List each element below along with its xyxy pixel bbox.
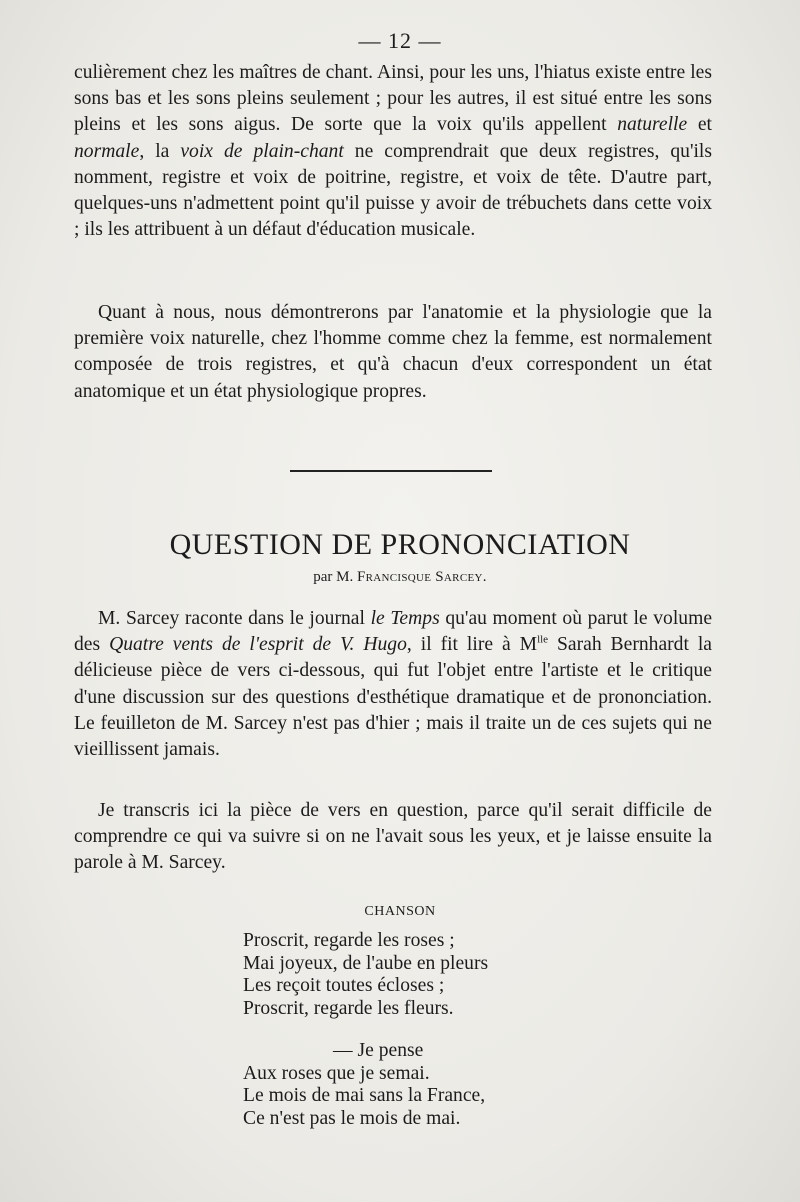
text-block-anatomy [74, 300, 712, 405]
italic-term: naturelle [617, 114, 688, 136]
paragraph-text: Sarah Bernhardt la délicieuse pièce de vers ci-dessous, qui fut l'objet entre l'artiste et le critique d'une discussion sur des questions d'esthétique dramatique et de prononciation. Le feuilleton de M. Sarcey n'est pas d'hier ; mais il traite un de ces sujets qui ne vieillissent jamais. [74, 634, 712, 761]
italic-title: Quatre vents de l'esprit de V. Hugo [109, 634, 407, 656]
poem-line: — Je pense [333, 1040, 424, 1061]
poem-line: Proscrit, regarde les fleurs. [243, 997, 454, 1019]
byline [0, 569, 800, 586]
italic-title: le Temps [370, 608, 440, 629]
italic-term: voix de plain-chant [180, 140, 344, 162]
poem-stanza-2 [243, 1040, 485, 1130]
paragraph-registers [74, 60, 712, 243]
paragraph-anatomy: Quant à nous, nous démontrerons par l'anatomie et la physiologie que la première voix naturelle, chez l'homme comme chez la femme, est normalement composée de trois registres, et qu'à chacun d'eux correspondent un état anatomique et un état physiologique propres. [74, 302, 712, 402]
paragraph-text: ne comprendrait que deux registres, qu'ils nomment, registre et voix de poitrine, registre, et voix de tête. D'autre part, quelques-uns n'admettent point qu'il puisse y avoir de trébuchets dans cette voix ; ils les attribuent à un défaut d'éducation musicale. [74, 140, 712, 241]
poem-stanza-1 [243, 930, 488, 1020]
paragraph-text: culièrement chez les maîtres de chant. Ainsi, pour les uns, l'hiatus existe entre les sons bas et les sons pleins seulement ; pour les autres, il est situé entre les sons pleins et les sons aigus. De sorte que la voix qu'ils appellent [74, 62, 712, 136]
section-title: QUESTION DE PRONONCIATION [169, 528, 631, 561]
byline-author: Francisque Sarcey. [356, 569, 487, 585]
page-number: — 12 — [358, 28, 442, 53]
byline-prefix: par M. [313, 569, 357, 585]
paragraph-text: , il fit lire à M [406, 634, 538, 656]
paragraph-text: M. Sarcey raconte dans le journal [98, 608, 371, 629]
poem-line: Aux roses que je semai. [243, 1062, 430, 1084]
poem-line: Mai joyeux, de l'aube en pleurs [243, 952, 489, 974]
poem-line: Le mois de mai sans la France, [243, 1085, 486, 1107]
text-block-transcris [74, 798, 712, 877]
section-divider [290, 470, 492, 472]
poem-line: Les reçoit toutes écloses ; [243, 975, 445, 997]
paragraph-text: et [687, 114, 712, 136]
paragraph-transcris: Je transcris ici la pièce de vers en question, parce qu'il serait difficile de comprendre ce qui va suivre si on ne l'avait sous les yeux, et je laisse ensuite la parole à M. Sarcey. [74, 800, 712, 874]
italic-term: normale [74, 140, 140, 162]
text-block-sarcey [74, 606, 712, 763]
paragraph-text: qu'au moment où parut le volume des [74, 608, 713, 656]
paragraph-text: , la [139, 140, 181, 162]
text-block-upper [74, 60, 712, 243]
poem-title: CHANSON [364, 904, 436, 919]
superscript: lle [537, 633, 549, 646]
poem-line: Ce n'est pas le mois de mai. [243, 1107, 461, 1129]
poem-line: Proscrit, regarde les roses ; [243, 930, 455, 951]
paragraph-sarcey [74, 606, 712, 763]
